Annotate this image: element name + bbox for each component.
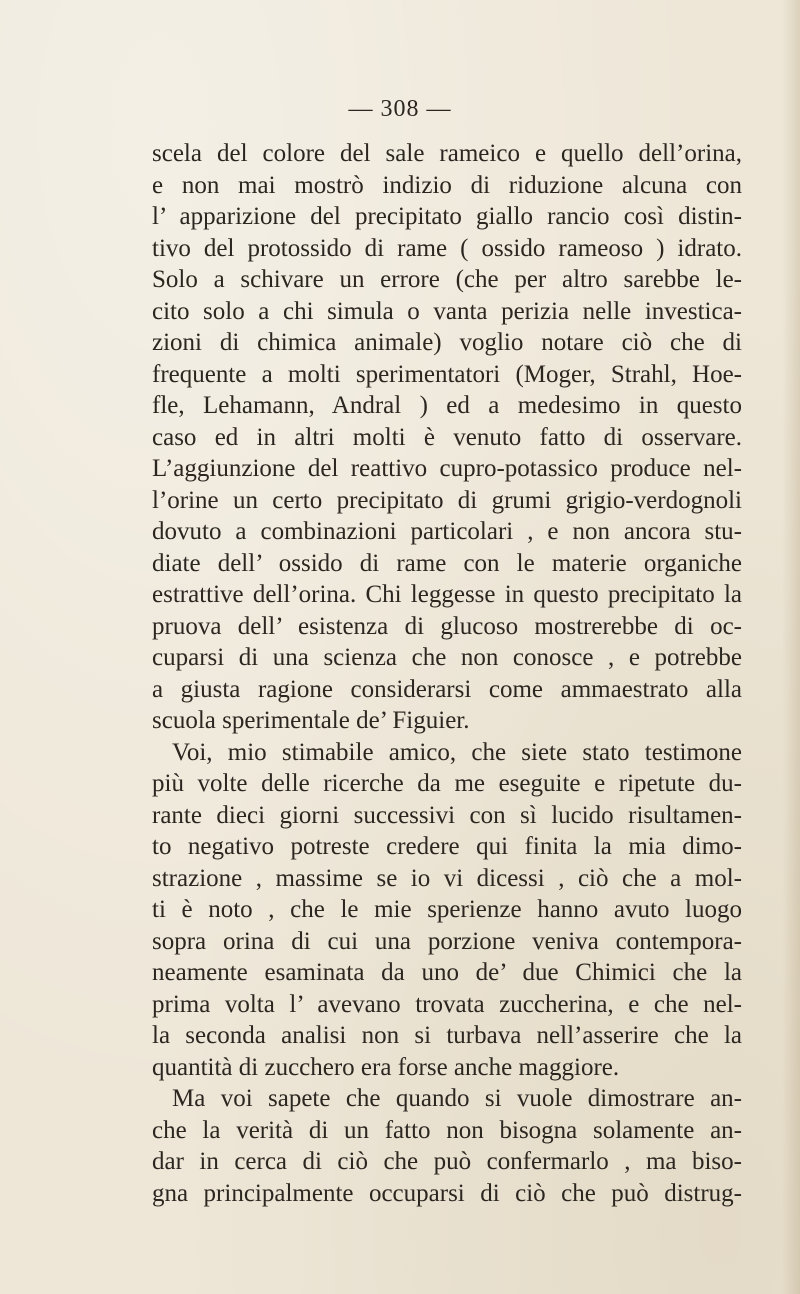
- text-line: la seconda analisi non si turbava nell’asserire che la: [152, 1022, 742, 1049]
- text-line: più volte delle ricerche da me eseguite e ripetute du-: [152, 770, 742, 797]
- text-line: a giusta ragione considerarsi come ammaestrato alla: [152, 675, 742, 703]
- text-line: e non mai mostrò indizio di riduzione alcuna con: [152, 171, 742, 199]
- text-line: neamente esaminata da uno de’ due Chimici che la: [152, 959, 742, 986]
- page-number: — 308 —: [348, 96, 452, 122]
- text-line: L’aggiunzione del reattivo cupro-potassico produce nel-: [152, 455, 742, 482]
- text-line: l’orine un certo precipitato di grumi grigio-verdognoli: [152, 486, 742, 514]
- text-line: zioni di chimica animale) voglio notare ciò che di: [152, 329, 742, 356]
- text-line: fle, Lehamann, Andral ) ed a medesimo in questo: [152, 392, 742, 419]
- text-line: prima volta l’ avevano trovata zuccherina, e che nel-: [152, 990, 742, 1018]
- text-line: sopra orina di cui una porzione veniva contempora-: [152, 927, 742, 955]
- text-line: Ma voi sapete che quando si vuole dimostrare an-: [172, 1085, 742, 1112]
- text-line: to negativo potreste credere qui finita la mia dimo-: [152, 833, 742, 860]
- text-line: frequente a molti sperimentatori (Moger, Strahl, Hoe-: [152, 360, 742, 388]
- page-edge-shadow: [782, 0, 800, 1294]
- text-line: strazione , massime se io vi dicessi , ciò che a mol-: [152, 864, 742, 892]
- text-line: caso ed in altri molti è venuto fatto di osservare.: [152, 423, 742, 451]
- text-line: dovuto a combinazioni particolari , e non ancora stu-: [152, 518, 742, 545]
- text-line: l’ apparizione del precipitato giallo rancio così distin-: [152, 203, 742, 230]
- text-line: ti è noto , che le mie sperienze hanno avuto luogo: [152, 896, 742, 923]
- text-line: tivo del protossido di rame ( ossido rameoso ) idrato.: [152, 234, 742, 262]
- text-line: Solo a schivare un errore (che per altro sarebbe le-: [152, 266, 742, 293]
- text-line: Voi, mio stimabile amico, che siete stato testimone: [172, 738, 742, 766]
- body-text: [152, 138, 742, 1209]
- text-line: scela del colore del sale rameico e quello dell’orina,: [152, 140, 742, 167]
- text-line: gna principalmente occuparsi di ciò che può distrug-: [152, 1179, 742, 1207]
- text-line: scuola sperimentale de’ Figuier.: [152, 707, 470, 734]
- text-line: estrattive dell’orina. Chi leggesse in questo precipitato la: [152, 581, 742, 608]
- text-line: dar in cerca di ciò che può confermarlo , ma biso-: [152, 1148, 742, 1175]
- text-line: che la verità di un fatto non bisogna solamente an-: [152, 1116, 742, 1144]
- text-line: cito solo a chi simula o vanta perizia nelle investica-: [152, 297, 742, 325]
- text-line: quantità di zucchero era forse anche maggiore.: [152, 1053, 620, 1081]
- text-line: diate dell’ ossido di rame con le materie organiche: [152, 549, 742, 577]
- text-line: pruova dell’ esistenza di glucoso mostrerebbe di oc-: [152, 612, 742, 640]
- text-line: rante dieci giorni successivi con sì lucido risultamen-: [152, 801, 742, 829]
- text-line: cuparsi di una scienza che non conosce , e potrebbe: [152, 644, 742, 671]
